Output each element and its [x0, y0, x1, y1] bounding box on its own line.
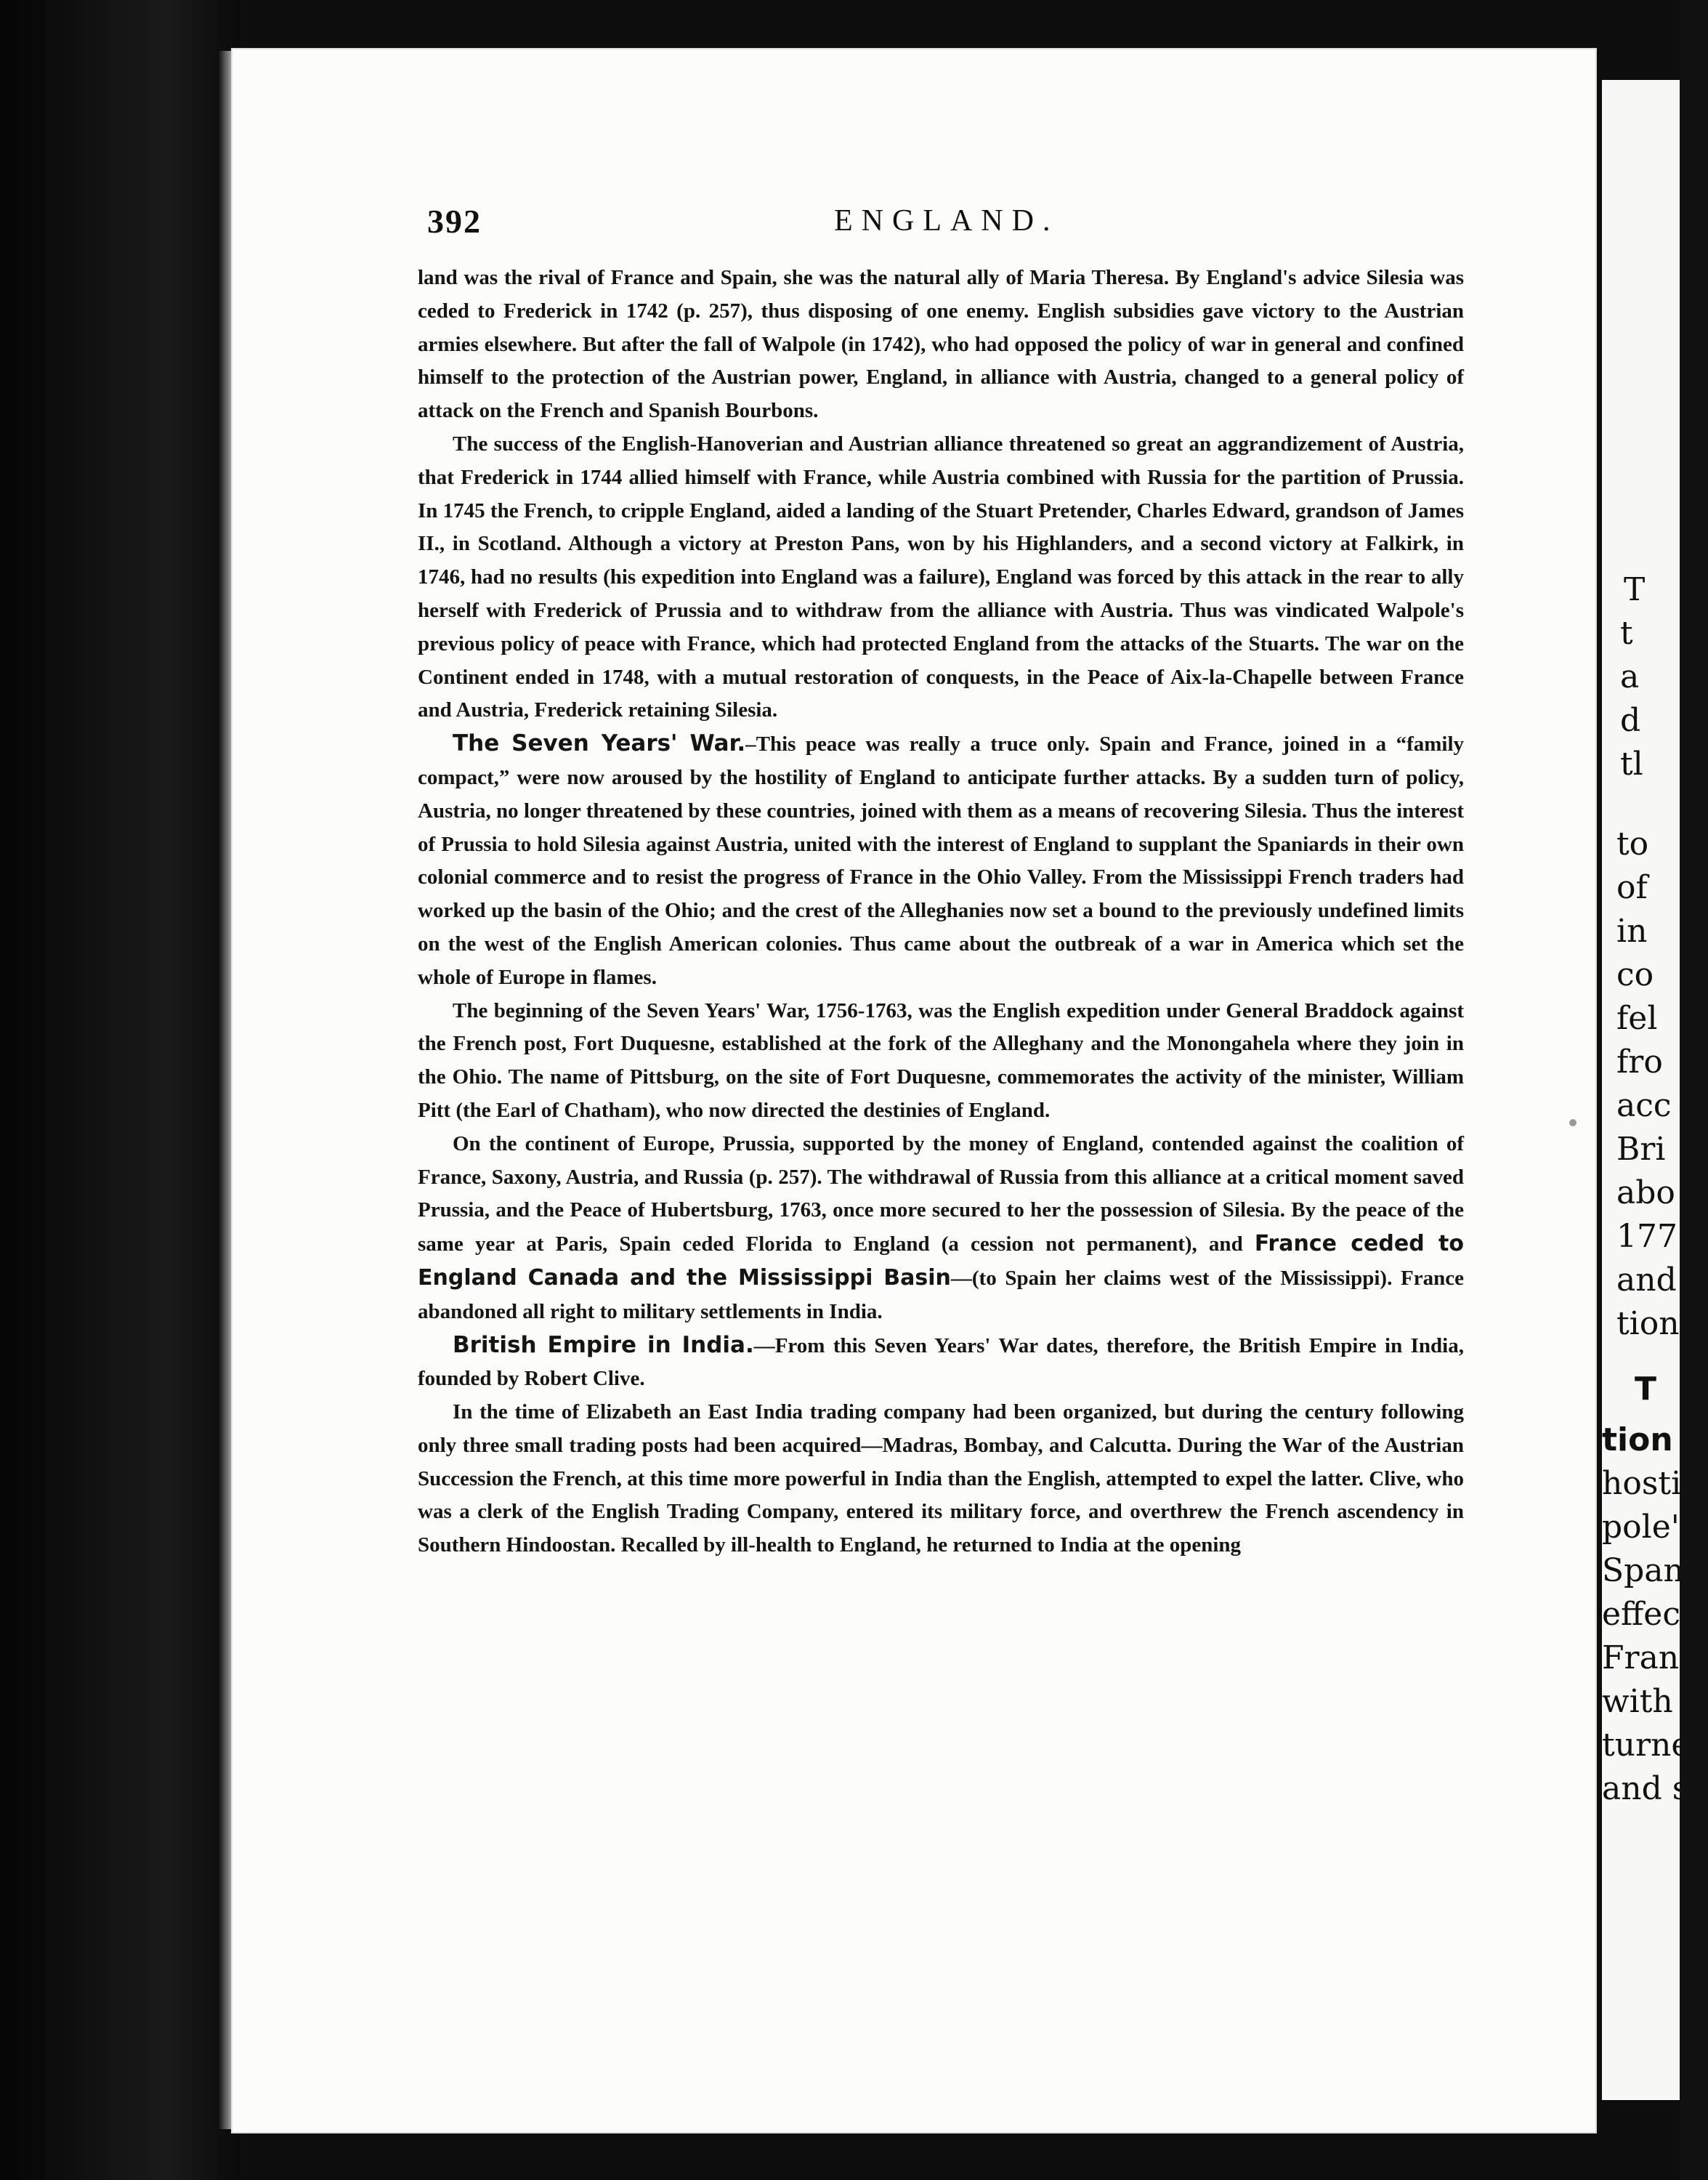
- paragraph-3: [418, 727, 1464, 994]
- facing-line: T: [1635, 1370, 1657, 1408]
- running-head: ENGLAND.: [834, 204, 1059, 238]
- facing-line: a: [1620, 658, 1640, 695]
- paragraph-1: land was the rival of France and Spain, she was the natural ally of Maria Theresa. By England's advice Silesia was ceded to Frederick in 1742 (p. 257), thus disposing of one enemy. English subsidies gave victory to the Austrian armies elsewhere. But after the fall of Walpole (in 1742), who had opposed the policy of war in general and confined himself to the protection of the Austrian power, England, in alliance with Austria, changed to a general policy of attack on the French and Spanish Bourbons.: [418, 266, 1464, 423]
- paragraph-5: [418, 1128, 1464, 1329]
- facing-line: Span: [1602, 1552, 1684, 1589]
- facing-line: of: [1616, 869, 1648, 906]
- paragraph-2: The success of the English-Hanoverian and Austrian alliance threatened so great an aggrandizement of Austria, that Frederick in 1744 allied himself with France, while Austria combined with Russia for the partition of Prussia. In 1745 the French, to cripple England, aided a landing of the Stuart Pretender, Charles Edward, grandson of James II., in Scotland. Although a victory at Preston Pans, won by his Highlanders, and a second victory at Falkirk, in 1746, had no results (his expedition into England was a failure), England was forced by this attack in the rear to ally herself with Frederick of Prussia and to withdraw from the alliance with Austria. Thus was vindicated Walpole's previous policy of peace with France, which had protected England from the attacks of the Stuarts. The war on the Continent ended in 1748, with a mutual restoration of conquests, in the Peace of Aix-la-Chapelle between France and Austria, Frederick retaining Silesia.: [418, 432, 1464, 722]
- facing-line: with: [1602, 1683, 1673, 1720]
- emphasis-cession: France ceded to England Canada and the Mississippi Basin: [418, 1231, 1464, 1291]
- section-heading-british-empire-india: British Empire in India.: [453, 1331, 754, 1358]
- facing-line: tion: [1602, 1421, 1673, 1458]
- paragraph-5-text-a: On the continent of Europe, Prussia, supported by the money of England, contended against the coalition of France, Saxony, Austria, and Russia (p. 257). The withdrawal of Russia from this alliance at a critical moment saved Prussia, and the Peace of Hubertsburg, 1763, once more secured to her the possession of Silesia. By the peace of the same year at Paris, Spain ceded Florida to England (a cession not permanent), and: [418, 1131, 1464, 1256]
- scan-speck: [1569, 1119, 1577, 1126]
- facing-line: acc: [1616, 1087, 1672, 1124]
- facing-line: 177: [1616, 1218, 1677, 1255]
- facing-line: Bri: [1616, 1131, 1666, 1168]
- facing-line: in: [1616, 913, 1648, 950]
- page-header: [427, 202, 1444, 253]
- facing-line: hosti: [1602, 1465, 1682, 1502]
- section-heading-seven-years-war: The Seven Years' War.: [453, 730, 746, 757]
- facing-line: T: [1624, 571, 1646, 608]
- facing-line: effect: [1602, 1596, 1693, 1633]
- facing-page-fragment: [1602, 80, 1708, 2100]
- facing-line: turnec: [1602, 1727, 1708, 1764]
- facing-line: tl: [1620, 746, 1643, 783]
- paragraph-7: In the time of Elizabeth an East India trading company had been organized, but during the century following only three small trading posts had been acquired—Madras, Bombay, and Calcutta. During the War of the Austrian Succession the French, at this time more powerful in India than the English, attempted to expel the latter. Clive, who was a clerk of the English Trading Company, entered its military force, and overthrew the French ascendency in Southern Hindoostan. Recalled by ill-health to England, he returned to India at the opening: [418, 1400, 1464, 1557]
- paragraph-4: The beginning of the Seven Years' War, 1756-1763, was the English expedition under General Braddock against the French post, Fort Duquesne, established at the fork of the Alleghany and the Monongahela where they join in the Ohio. The name of Pittsburg, on the site of Fort Duquesne, commemorates the activity of the minister, William Pitt (the Earl of Chatham), who now directed the destinies of England.: [418, 998, 1464, 1122]
- facing-line: and: [1616, 1261, 1677, 1299]
- binding-shadow: [0, 0, 240, 2180]
- body-text: [418, 262, 1464, 1562]
- facing-line: co: [1616, 956, 1654, 993]
- facing-line: to: [1616, 825, 1649, 863]
- paragraph-6-text: —From this Seven Years' War dates, therefore, the British Empire in India, founded by Robert Clive.: [418, 1333, 1464, 1391]
- page-number: 392: [427, 203, 482, 240]
- facing-line: and s: [1602, 1770, 1689, 1807]
- facing-line: Franc: [1602, 1639, 1697, 1676]
- facing-line: tion: [1616, 1305, 1680, 1342]
- facing-line: fel: [1616, 1000, 1658, 1037]
- facing-line: abo: [1616, 1174, 1675, 1211]
- facing-line: d: [1620, 702, 1641, 739]
- facing-line: fro: [1616, 1043, 1663, 1081]
- facing-line: pole's: [1602, 1509, 1696, 1546]
- facing-line: t: [1620, 615, 1633, 652]
- paragraph-5-text-b: —(to Spain her claims west of the Mississippi). France abandoned all right to military settlements in India.: [418, 1266, 1464, 1323]
- paragraph-3-text: –This peace was really a truce only. Spain and France, joined in a “family compact,” were now aroused by the hostility of England to anticipate further attacks. By a sudden turn of policy, Austria, no longer threatened by these countries, joined with them as a means of recovering Silesia. Thus the interest of Prussia to hold Silesia against Austria, united with the interest of England to supplant the Spaniards in their own colonial commerce and to resist the progress of France in the Ohio Valley. From the Mississippi French traders had worked up the basin of the Ohio; and the crest of the Alleghanies now set a bound to the previously undefined limits on the west of the English American colonies. Thus came about the outbreak of a war in America which set the whole of Europe in flames.: [418, 732, 1465, 989]
- paragraph-6: [418, 1329, 1464, 1397]
